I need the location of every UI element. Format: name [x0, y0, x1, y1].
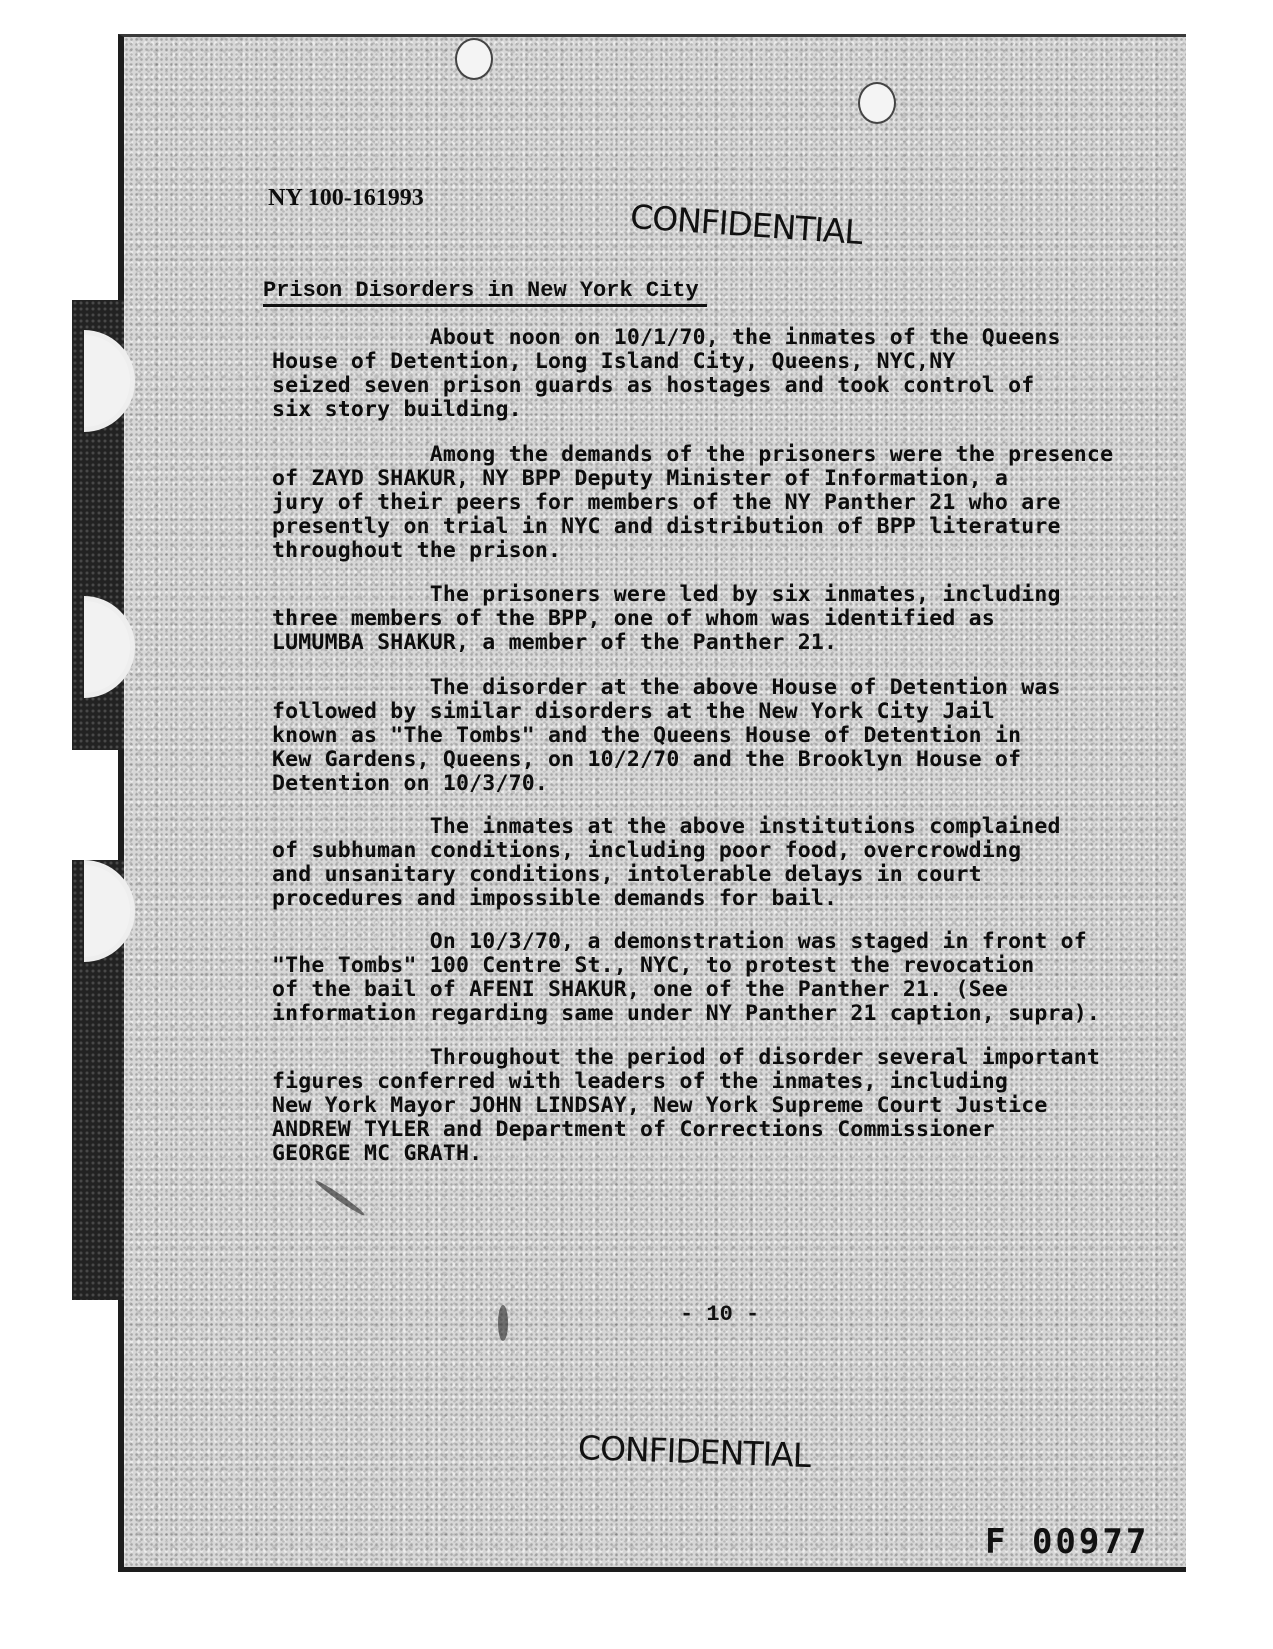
classification-stamp-top: CONFIDENTIAL [628, 196, 864, 253]
section-heading: Prison Disorders in New York City [263, 278, 707, 307]
paragraph: On 10/3/70, a demonstration was staged in front of "The Tombs" 100 Centre St., NYC, to protest the revocation of the bail of AFENI SHAKUR, one of the Panther 21. (See information regarding same under NY Panther 21 caption, supra). [272, 929, 1101, 1026]
punch-hole [858, 82, 896, 124]
paragraph: Among the demands of the prisoners were the presence of ZAYD SHAKUR, NY BPP Deputy Minister of Information, a jury of their peers for members of the NY Panther 21 who are presently on trial in NYC and distribution of BPP literature throughout the prison. [272, 442, 1114, 563]
file-number: NY 100-161993 [268, 185, 424, 211]
document-page [118, 34, 1186, 1572]
paragraph: About noon on 10/1/70, the inmates of the Queens House of Detention, Long Island City, Queens, NYC,NY seized seven prison guards as hostages and took control of six story building. [272, 325, 1061, 422]
ink-smudge [498, 1305, 508, 1341]
paragraph: The disorder at the above House of Detention was followed by similar disorders at the New York City Jail known as "The Tombs" and the Queens House of Detention in Kew Gardens, Queens, on 10/2/70 and the Brooklyn House of Detention on 10/3/70. [272, 675, 1061, 796]
page-number: - 10 - [680, 1302, 760, 1327]
paragraph: The prisoners were led by six inmates, including three members of the BPP, one of whom was identified as LUMUMBA SHAKUR, a member of the Panther 21. [272, 582, 1061, 655]
punch-hole [455, 38, 493, 80]
classification-stamp-bottom: CONFIDENTIAL [577, 1427, 811, 1476]
paragraph: The inmates at the above institutions complained of subhuman conditions, including poor food, overcrowding and unsanitary conditions, intolerable delays in court procedures and impossible demands for bail. [272, 814, 1061, 911]
paragraph: Throughout the period of disorder several important figures conferred with leaders of the inmates, including New York Mayor JOHN LINDSAY, New York Supreme Court Justice ANDREW TYLER and Department of Corrections Commissioner GEORGE MC GRATH. [272, 1045, 1101, 1166]
bates-number: F 00977 [985, 1522, 1150, 1562]
